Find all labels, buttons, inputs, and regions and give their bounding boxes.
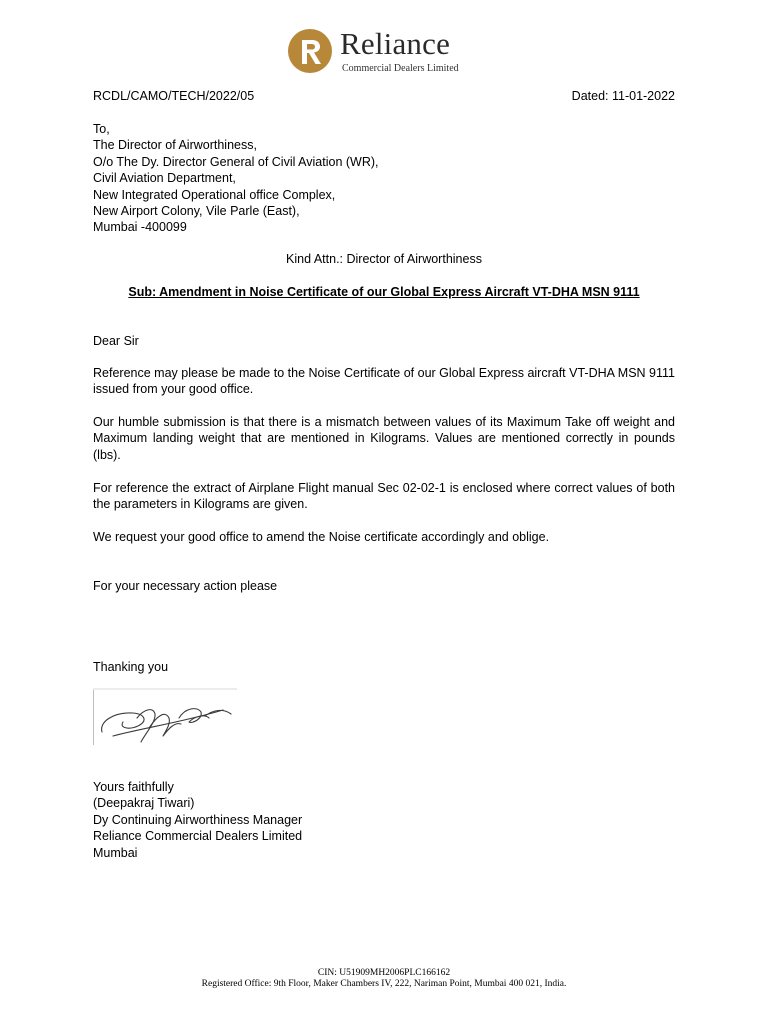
attention-line: Kind Attn.: Director of Airworthiness xyxy=(286,252,482,266)
brand-name: Reliance xyxy=(340,26,451,61)
body-paragraph: We request your good office to amend the Noise certificate accordingly and oblige. xyxy=(93,530,550,544)
salutation: Dear Sir xyxy=(93,334,139,348)
subject-line: Sub: Amendment in Noise Certificate of our Global Express Aircraft VT-DHA MSN 9111 xyxy=(128,285,640,299)
signatory-title: Dy Continuing Airworthiness Manager xyxy=(93,812,303,827)
body-paragraph: For your necessary action please xyxy=(93,579,278,593)
address-line: Civil Aviation Department, xyxy=(93,171,236,186)
body-paragraph: For reference the extract of Airplane Flight manual Sec 02-02-1 is enclosed where correct values of both the parameters in Kilograms are given. xyxy=(93,481,675,512)
brand-subtitle: Commercial Dealers Limited xyxy=(342,63,459,74)
signature-image xyxy=(93,688,238,746)
address-line: New Airport Colony, Vile Parle (East), xyxy=(93,204,300,219)
reliance-logo-icon xyxy=(287,28,333,74)
address-line: O/o The Dy. Director General of Civil Aviation (WR), xyxy=(93,154,379,169)
company-logo xyxy=(287,28,497,78)
thanks-line: Thanking you xyxy=(93,660,169,674)
letter-date: Dated: 11-01-2022 xyxy=(571,89,675,103)
address-line: The Director of Airworthiness, xyxy=(93,138,257,153)
body-paragraph: Reference may please be made to the Noise Certificate of our Global Express aircraft VT-DHA MSN 9111 issued from your good office. xyxy=(93,366,675,397)
reference-number: RCDL/CAMO/TECH/2022/05 xyxy=(93,89,255,103)
closing-line: Yours faithfully xyxy=(93,780,174,794)
body-paragraph: Our humble submission is that there is a mismatch between values of its Maximum Take off weight and Maximum landing weight that are mentioned in Kilograms. Values are mentioned correctly in pounds (lbs). xyxy=(93,415,675,462)
recipient-address xyxy=(93,121,379,236)
address-line: New Integrated Operational office Complex, xyxy=(93,187,336,202)
footer xyxy=(0,968,768,990)
footer-cin: CIN: U51909MH2006PLC166162 xyxy=(317,968,451,978)
company-name: Reliance Commercial Dealers Limited xyxy=(93,829,303,844)
city: Mumbai xyxy=(93,845,138,860)
signatory-name: (Deepakraj Tiwari) xyxy=(93,796,195,811)
footer-registered-office: Registered Office: 9th Floor, Maker Chambers IV, 222, Nariman Point, Mumbai 400 021, India. xyxy=(201,979,567,989)
closing-block xyxy=(93,779,302,861)
address-line: To, xyxy=(93,122,110,136)
address-line: Mumbai -400099 xyxy=(93,220,187,235)
